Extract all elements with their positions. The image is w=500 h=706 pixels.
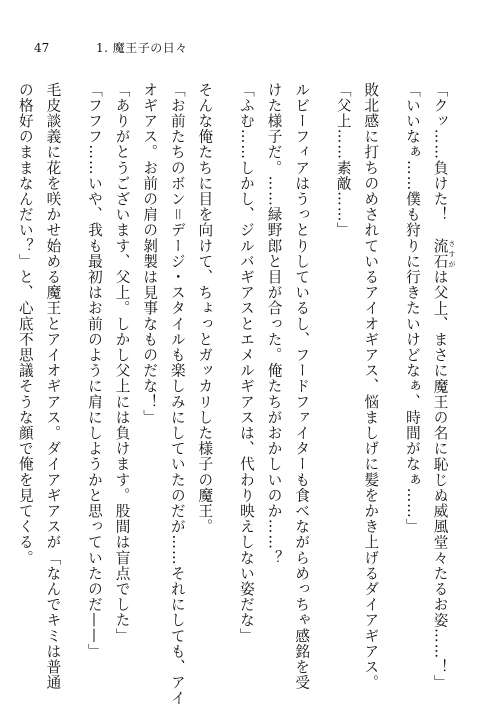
text-line: ルビーフィアはうっとりしているし、フードファイターも食べながらめっちゃ感銘を受 bbox=[293, 82, 311, 691]
body-text bbox=[16, 82, 456, 706]
text-line: 「父上……素敵……」 bbox=[334, 82, 352, 238]
ruby-annotation: 流石 さすが bbox=[431, 238, 456, 270]
page-number: 47 bbox=[34, 41, 50, 55]
text-line: けた様子だ。……緑野郎と目が合った。俺たちがおかしいのか……？ bbox=[265, 82, 283, 566]
text-line: そんな俺たちに目を向けて、ちょっとガッカリした様子の魔王。 bbox=[196, 82, 214, 535]
text-line: 「ありがとうございます、父上。しかし父上には負けます。股間は盲点でした」 bbox=[113, 82, 131, 644]
text-line: 「お前たちのボン＝デージ・スタイルも楽しみにしていたのだが……それにしても、アイ bbox=[168, 82, 186, 706]
text-line: 毛皮談義に花を咲かせ始める魔王とアイオギアス。ダイアギアスが「なんでキミは普通 bbox=[44, 82, 62, 691]
chapter-title: 1. 魔王子の日々 bbox=[96, 41, 188, 55]
text-line: オギアス。お前の肩の剝製は見事なものだな！」 bbox=[141, 82, 159, 426]
text-line: 「ふむ……しかし、ジルバギアスとエメルギアスは、代わり映えしない姿だな」 bbox=[237, 82, 255, 644]
text-line bbox=[0, 82, 11, 682]
text-line: 敗北感に打ちのめされているアイオギアス、悩ましげに髪をかき上げるダイアギアス。 bbox=[362, 82, 380, 691]
page-header bbox=[14, 38, 484, 58]
text-line: 「フフフ……いや、我も最初はお前のように肩にしようかと思っていたのだ——」 bbox=[85, 82, 103, 660]
text-line: の格好のままなんだい？」と、心底不思議そうな顔で俺を見てくる。 bbox=[16, 82, 34, 566]
text-line: 「いいなぁ……僕も狩りに行きたいけどなぁ、時間がなぁ……」 bbox=[403, 82, 421, 535]
text-line: 「クッ……負けた！ 流石 さすがは父上、まさに魔王の名に恥じぬ威風堂々たるお姿……！」 bbox=[431, 82, 456, 691]
